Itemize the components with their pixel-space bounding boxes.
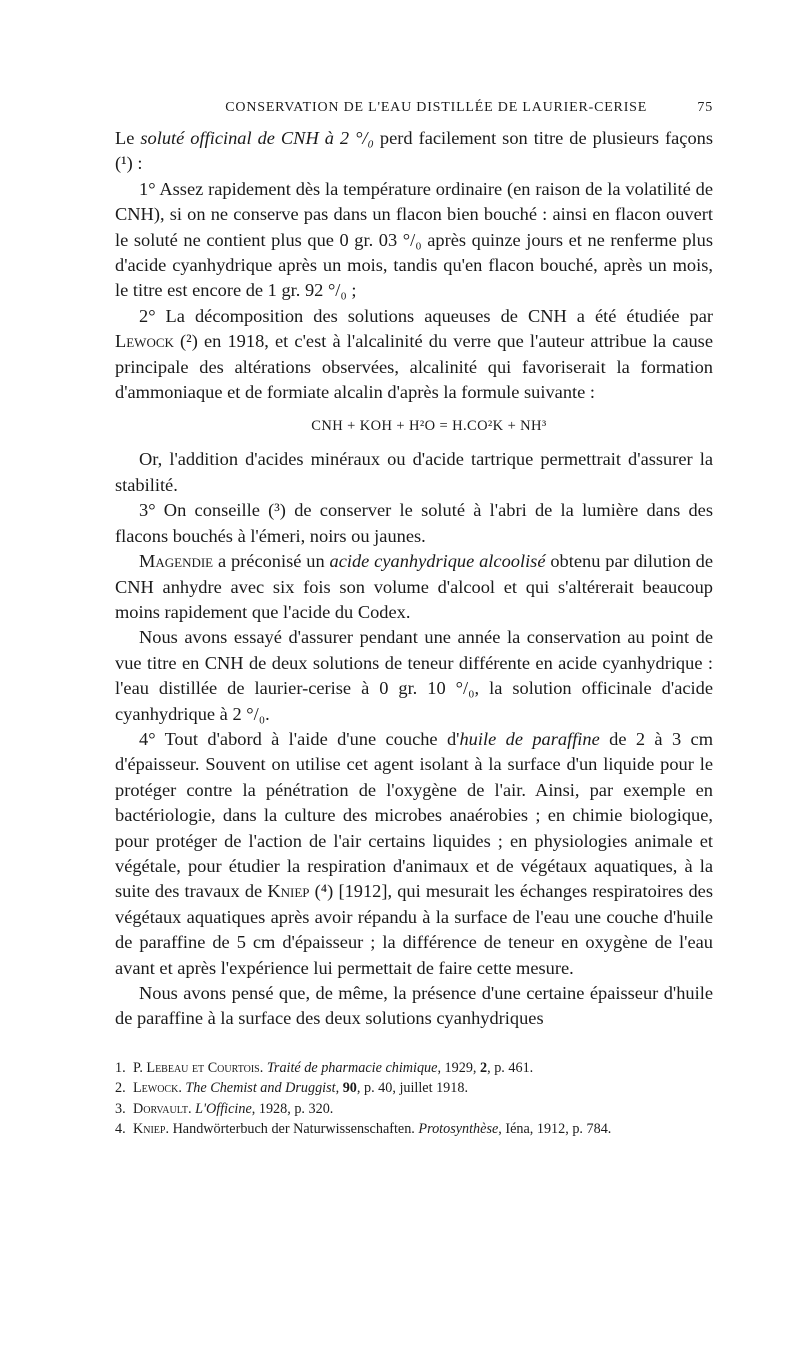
paragraph-2: 1° Assez rapidement dès la température ordinaire (en raison de la volatilité de CNH), si on ne conserve pas dans un flacon bien bouché : ainsi en flacon ouvert le soluté ne contient plus que 0 gr. 03 °/₀ après quinze jours et ne renferme plus d'acide cyanhydrique après un mois, tandis qu'en flacon bouché, après un mois, le titre est encore de 1 gr. 92 °/₀ ; xyxy=(115,178,713,301)
running-title: CONSERVATION DE L'EAU DISTILLÉE DE LAURIER-CERISE xyxy=(225,100,648,115)
text-run: 3° On conseille xyxy=(139,500,269,521)
italic-run: huile de paraffine xyxy=(459,728,600,749)
paragraph-1 xyxy=(115,126,713,177)
footnote-number: 3. xyxy=(115,1100,126,1117)
paragraph-8 xyxy=(115,727,713,981)
footnote-author: Kniep. xyxy=(133,1121,170,1138)
footnote-work: Traité de pharmacie chimique xyxy=(266,1059,438,1076)
page-number: 75 xyxy=(697,100,713,115)
footnote-text: , 1928, p. 320. xyxy=(251,1100,334,1117)
text-run: 4° Tout d'abord à l'aide d'une couche d' xyxy=(139,728,460,749)
paragraph-6 xyxy=(115,549,713,625)
text-run: [1912], qui mesurait les échanges respiratoires des végétaux aquatiques après avoir répandu à la surface de l'eau une couche d'huile de paraffine de 5 cm d'épaisseur ; la différence de teneur en oxygène de l'eau avant et après l'expérience lui permettait de faire cette mesure. xyxy=(115,881,713,978)
footnote-1 xyxy=(115,1058,713,1079)
paragraph-9: Nous avons pensé que, de même, la présence d'une certaine épaisseur d'huile de paraffine à la surface des deux solutions cyanhydriques xyxy=(115,983,713,1029)
text-run: Le xyxy=(115,128,141,148)
text-run: : xyxy=(132,153,143,174)
footnote-ref-3: (³) xyxy=(268,500,286,521)
footnote-ref-1: (¹) xyxy=(115,153,133,174)
footnote-text: Handwörterbuch der Naturwissenschaften. xyxy=(169,1121,419,1138)
footnote-number: 2. xyxy=(115,1080,126,1097)
italic-run: soluté officinal de CNH à 2 °/₀ xyxy=(140,128,374,148)
paragraph-4: Or, l'addition d'acides minéraux ou d'acide tartrique permettrait d'assurer la stabilité. xyxy=(115,449,713,495)
text-run: a préconisé un xyxy=(213,551,330,572)
footnote-2 xyxy=(115,1078,713,1099)
footnote-work: L'Officine xyxy=(195,1100,252,1117)
footnote-work: Protosynthèse xyxy=(418,1121,499,1138)
footnote-author: Dorvault. xyxy=(133,1100,192,1117)
body-text xyxy=(115,126,713,1032)
italic-run: acide cyanhydrique alcoolisé xyxy=(329,551,546,572)
footnote-number: 4. xyxy=(115,1121,126,1138)
footnote-author: Lewock. xyxy=(133,1080,182,1097)
footnote-volume: 90 xyxy=(342,1080,357,1097)
footnote-author: P. Lebeau et Courtois. xyxy=(133,1059,264,1076)
text-run: de 2 à 3 cm d'épaisseur. Souvent on utilise cet agent isolant à la surface d'un liquide pour le protéger contre la pénétration de l'oxygène de l'air. Ainsi, par exemple en bactériologie, dans la culture des microbes anaérobies ; en chimie biologique, pour protéger de l'action de l'air certains liquides ; en physiologies animale et végétale, pour étudier la respiration d'animaux et de végétaux aquatiques, à la suite des travaux de xyxy=(115,728,713,902)
footnote-text: , 1929, xyxy=(437,1059,481,1076)
author-name: Lewock xyxy=(115,331,174,352)
footnote-volume: 2 xyxy=(480,1059,488,1076)
paragraph-3 xyxy=(115,304,713,406)
text-run: en 1918, et c'est à l'alcalinité du verre que l'auteur attribue la cause principale des altérations observées, alcalinité qui favoriserait la formation d'ammoniaque et de formiate alcalin d'après la formule suivante : xyxy=(115,331,713,403)
paragraph-5 xyxy=(115,498,713,549)
text-run: perd facilement son titre de plusieurs façons xyxy=(373,128,714,148)
footnote-number: 1. xyxy=(115,1059,126,1076)
paragraph-7: Nous avons essayé d'assurer pendant une année la conservation au point de vue titre en CNH de deux solutions de teneur différente en acide cyanhydrique : l'eau distillée de laurier-cerise à 0 gr. 10 °/₀, la solution officinale d'acide cyanhydrique à 2 °/₀. xyxy=(115,627,713,724)
chemical-formula: CNH + KOH + H²O = H.CO²K + NH³ xyxy=(311,418,547,435)
running-header xyxy=(115,100,713,116)
text-run: 2° La décomposition des solutions aqueuses de CNH a été étudiée par xyxy=(139,305,713,326)
text-run: obtenu par dilution de CNH anhydre avec six fois son volume d'alcool et qui s'altérerait beaucoup moins rapidement que l'acide du Codex. xyxy=(115,551,713,622)
author-name: Magendie xyxy=(139,551,214,572)
footnote-text: , xyxy=(335,1080,343,1097)
footnote-ref-2: (²) xyxy=(173,331,198,352)
footnote-work: The Chemist and Druggist xyxy=(185,1080,336,1097)
footnote-3 xyxy=(115,1099,713,1120)
footnotes xyxy=(115,1058,713,1140)
footnote-ref-4: (⁴) xyxy=(309,881,334,902)
footnote-text: , p. 40, juillet 1918. xyxy=(356,1080,469,1097)
text-run: de conserver le soluté à l'abri de la lumière dans des flacons bouchés à l'émeri, noirs ou jaunes. xyxy=(115,500,713,546)
author-name: Kniep xyxy=(267,881,310,902)
footnote-4 xyxy=(115,1119,713,1140)
footnote-text: , Iéna, 1912, p. 784. xyxy=(498,1121,612,1138)
footnote-text: , p. 461. xyxy=(487,1059,534,1076)
